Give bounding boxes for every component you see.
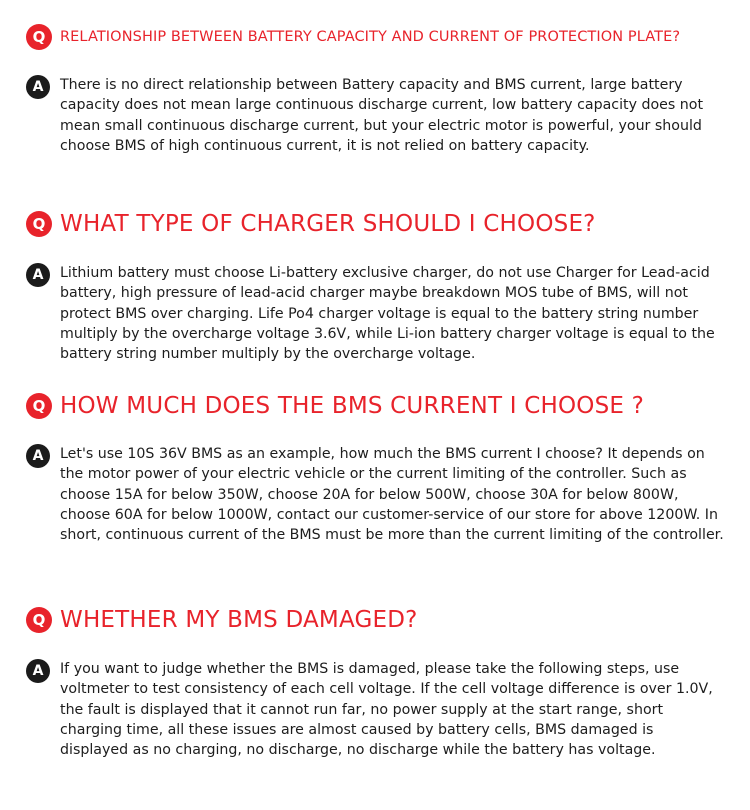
faq-answer-2 — [26, 263, 726, 364]
faq-answer-1 — [26, 75, 726, 156]
answer-text: If you want to judge whether the BMS is damaged, please take the following steps, use voltmeter to test consistency of each cell voltage. If the cell voltage difference is over 1.0V, the fault is displayed that it cannot run far, no power supply at the start range, short charging time, all these issues are almost caused by battery cells, BMS damaged is displayed as no charging, no discharge, no discharge while the battery has voltage. — [60, 661, 713, 759]
answer-badge: A — [26, 659, 50, 683]
question-text: WHETHER MY BMS DAMAGED? — [60, 607, 418, 633]
question-badge: Q — [26, 393, 52, 419]
question-badge: Q — [26, 24, 52, 50]
question-badge: Q — [26, 211, 52, 237]
answer-badge: A — [26, 444, 50, 468]
answer-text: Let's use 10S 36V BMS as an example, how much the BMS current I choose? It depends on the motor power of your electric vehicle or the current limiting of the controller. Such as choose 15A for below 350W, choose 20A for below 500W, choose 30A for below 800W, choose 60A for below 1000W, contact our customer-service of our store for above 1200W. In short, continuous current of the BMS must be more than the current limiting of the controller. — [60, 446, 724, 544]
faq-answer-3 — [26, 444, 726, 545]
faq-answer-4 — [26, 659, 726, 760]
answer-badge: A — [26, 263, 50, 287]
question-text: RELATIONSHIP BETWEEN BATTERY CAPACITY AND CURRENT OF PROTECTION PLATE? — [60, 29, 681, 45]
answer-badge: A — [26, 75, 50, 99]
faq-question-1 — [26, 24, 680, 50]
answer-text: There is no direct relationship between Battery capacity and BMS current, large battery capacity does not mean large continuous discharge current, low battery capacity does not mean small continuous discharge current, but your electric motor is powerful, your should choose BMS of high continuous current, it is not relied on battery capacity. — [60, 77, 704, 154]
question-text: HOW MUCH DOES THE BMS CURRENT I CHOOSE ? — [60, 393, 645, 419]
faq-question-3 — [26, 393, 644, 419]
question-badge: Q — [26, 607, 52, 633]
question-text: WHAT TYPE OF CHARGER SHOULD I CHOOSE? — [60, 211, 596, 237]
answer-text: Lithium battery must choose Li-battery exclusive charger, do not use Charger for Lead-acid battery, high pressure of lead-acid charger maybe breakdown MOS tube of BMS, will not protect BMS over charging. Life Po4 charger voltage is equal to the battery string number multiply by the overcharge voltage 3.6V, while Li-ion battery charger voltage is equal to the battery string number multiply by the overcharge voltage. — [60, 265, 715, 363]
faq-question-4 — [26, 607, 418, 633]
faq-question-2 — [26, 211, 596, 237]
